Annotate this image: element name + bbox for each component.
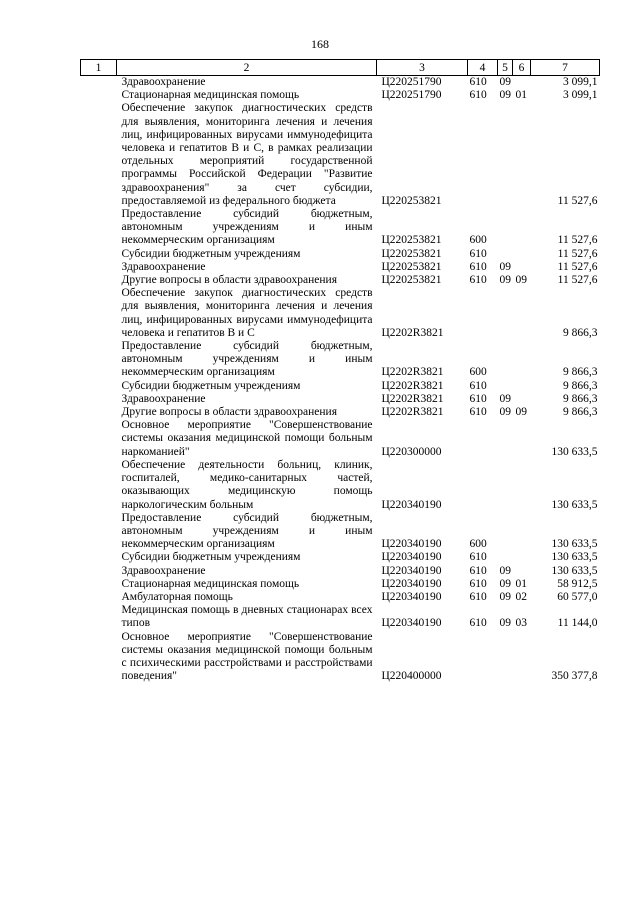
row-amount-cell: 130 633,5	[551, 564, 598, 577]
row-number-cell	[81, 551, 117, 564]
row-amount-cell: 9 866,3	[563, 379, 598, 392]
row-expense-type-cell: 610	[469, 406, 487, 419]
row-amount-cell: 9 866,3	[563, 326, 598, 339]
row-section-cell: 09	[499, 577, 511, 590]
row-code-cell: Ц220340190	[381, 498, 442, 511]
row-subsection-cell	[513, 565, 531, 578]
row-section-cell	[498, 459, 513, 512]
row-expense-type-cell: 610	[469, 89, 487, 102]
row-expense-type-cell: 610	[469, 551, 487, 564]
row-section-cell: 09	[499, 590, 511, 603]
row-number-cell	[81, 248, 117, 261]
row-number-cell	[81, 393, 117, 406]
column-header-6: 6	[513, 60, 531, 76]
row-expense-type-cell: 610	[469, 564, 487, 577]
row-name-cell: Стационарная медицинская помощь	[121, 89, 300, 102]
row-number-cell	[81, 419, 117, 459]
row-name-cell: Здравоохранение	[121, 76, 206, 88]
row-name-cell: Другие вопросы в области здравоохранения	[121, 406, 337, 419]
row-expense-type-cell	[468, 459, 498, 512]
row-amount-cell: 9 866,3	[563, 392, 598, 405]
row-expense-type-cell: 600	[469, 366, 487, 379]
row-section-cell	[498, 248, 513, 261]
table-body	[81, 76, 600, 684]
row-amount-cell: 350 377,8	[551, 670, 598, 683]
row-expense-type-cell: 610	[469, 379, 487, 392]
row-amount-cell: 11 527,6	[557, 247, 598, 260]
row-amount-cell: 11 527,6	[557, 234, 598, 247]
row-name-cell: Субсидии бюджетным учреждениям	[121, 247, 301, 260]
table-row	[81, 102, 600, 208]
row-name-cell: Предоставление субсидий бюджетным, автономным учреждениям и иным некоммерческим организациям	[121, 340, 373, 379]
table-row	[81, 578, 600, 591]
row-number-cell	[81, 380, 117, 393]
row-expense-type-cell: 610	[469, 274, 487, 287]
row-number-cell	[81, 102, 117, 208]
row-code-cell: Ц220340190	[381, 577, 442, 590]
row-code-cell: Ц220253821	[381, 234, 442, 247]
column-header-7: 7	[531, 60, 600, 76]
row-expense-type-cell: 600	[469, 234, 487, 247]
column-header-1: 1	[81, 60, 117, 76]
row-name-cell: Здравоохранение	[121, 392, 206, 405]
row-subsection-cell	[513, 287, 531, 340]
row-section-cell	[498, 340, 513, 380]
row-number-cell	[81, 459, 117, 512]
row-name-cell: Предоставление субсидий бюджетным, автономным учреждениям и иным некоммерческим организациям	[121, 511, 373, 551]
table-row	[81, 406, 600, 419]
table-row	[81, 393, 600, 406]
row-section-cell	[498, 551, 513, 564]
row-number-cell	[81, 578, 117, 591]
row-number-cell	[81, 76, 117, 90]
budget-table	[80, 59, 600, 683]
row-name-cell: Здравоохранение	[121, 260, 206, 273]
row-section-cell: 09	[499, 406, 511, 419]
table-row	[81, 604, 600, 630]
row-section-cell	[498, 631, 513, 684]
row-subsection-cell	[513, 261, 531, 274]
row-number-cell	[81, 604, 117, 630]
row-subsection-cell: 09	[515, 274, 527, 287]
row-subsection-cell	[513, 393, 531, 406]
row-name-cell: Другие вопросы в области здравоохранения	[121, 274, 337, 287]
row-number-cell	[81, 631, 117, 684]
row-amount-cell: 11 527,6	[557, 260, 598, 273]
row-name-cell: Стационарная медицинская помощь	[121, 577, 300, 590]
row-section-cell	[498, 287, 513, 340]
row-amount-cell: 3 099,1	[563, 76, 598, 88]
row-amount-cell: 130 633,5	[551, 498, 598, 511]
row-subsection-cell	[513, 459, 531, 512]
row-section-cell: 09	[499, 89, 511, 102]
row-amount-cell: 58 912,5	[557, 577, 598, 590]
column-header-4: 4	[468, 60, 498, 76]
row-subsection-cell: 01	[515, 89, 527, 102]
row-subsection-cell	[513, 248, 531, 261]
row-section-cell: 09	[499, 260, 511, 273]
row-number-cell	[81, 208, 117, 248]
row-expense-type-cell: 610	[469, 260, 487, 273]
row-number-cell	[81, 274, 117, 287]
row-section-cell	[498, 380, 513, 393]
row-name-cell: Основное мероприятие "Совершенствование системы оказания медицинской помощи больным с психическими расстройствами и расстройствами поведения"	[121, 630, 373, 683]
table-row	[81, 76, 600, 90]
row-code-cell: Ц2202R3821	[381, 392, 444, 405]
row-expense-type-cell	[468, 419, 498, 459]
row-expense-type-cell: 610	[469, 577, 487, 590]
row-code-cell: Ц220340190	[381, 538, 442, 551]
row-code-cell: Ц220340190	[381, 564, 442, 577]
row-code-cell: Ц2202R3821	[381, 326, 444, 339]
table-row	[81, 340, 600, 380]
row-code-cell: Ц2202R3821	[381, 366, 444, 379]
row-name-cell: Медицинская помощь в дневных стационарах всех типов	[121, 604, 373, 630]
row-expense-type-cell	[468, 102, 498, 208]
row-subsection-cell: 09	[515, 406, 527, 419]
row-name-cell: Амбулаторная помощь	[121, 590, 233, 603]
table-row	[81, 274, 600, 287]
row-subsection-cell	[513, 551, 531, 564]
row-code-cell: Ц220340190	[381, 590, 442, 603]
row-amount-cell: 11 144,0	[557, 617, 598, 630]
row-amount-cell: 11 527,6	[557, 194, 598, 207]
row-section-cell: 09	[499, 564, 511, 577]
row-code-cell: Ц220400000	[381, 670, 442, 683]
row-number-cell	[81, 512, 117, 552]
row-subsection-cell	[513, 102, 531, 208]
row-code-cell: Ц220253821	[381, 194, 442, 207]
row-number-cell	[81, 565, 117, 578]
row-amount-cell: 130 633,5	[551, 538, 598, 551]
page-number: 168	[311, 37, 329, 51]
column-header-2: 2	[117, 60, 377, 76]
row-code-cell: Ц220251790	[381, 76, 442, 88]
row-section-cell	[498, 102, 513, 208]
row-name-cell: Обеспечение закупок диагностических средств для выявления, мониторинга лечения и лечения лиц, инфицированных вирусами иммунодефицита человека и гепатитов В и С	[121, 287, 373, 339]
table-row	[81, 459, 600, 512]
row-subsection-cell	[513, 631, 531, 684]
row-subsection-cell	[513, 380, 531, 393]
row-subsection-cell: 02	[515, 590, 527, 603]
row-expense-type-cell: 610	[469, 617, 487, 630]
table-row	[81, 419, 600, 459]
table-row	[81, 591, 600, 604]
row-subsection-cell	[513, 512, 531, 552]
row-amount-cell: 3 099,1	[563, 89, 598, 102]
row-code-cell: Ц220300000	[381, 445, 442, 458]
row-expense-type-cell	[468, 287, 498, 340]
table-row	[81, 380, 600, 393]
row-name-cell: Основное мероприятие "Совершенствование системы оказания медицинской помощи больным наркоманией"	[121, 419, 373, 458]
row-code-cell: Ц220253821	[381, 247, 442, 260]
row-code-cell: Ц2202R3821	[381, 406, 444, 419]
row-subsection-cell: 03	[515, 617, 527, 630]
row-amount-cell: 9 866,3	[563, 406, 598, 419]
row-amount-cell: 60 577,0	[557, 590, 598, 603]
row-subsection-cell	[513, 76, 531, 90]
table-header-row	[81, 60, 600, 76]
row-expense-type-cell: 610	[469, 76, 487, 88]
table-row	[81, 248, 600, 261]
row-name-cell: Субсидии бюджетным учреждениям	[121, 379, 301, 392]
row-section-cell: 09	[499, 617, 511, 630]
row-name-cell: Здравоохранение	[121, 564, 206, 577]
row-number-cell	[81, 89, 117, 102]
row-subsection-cell: 01	[515, 577, 527, 590]
row-section-cell	[498, 208, 513, 248]
row-subsection-cell	[513, 419, 531, 459]
row-number-cell	[81, 287, 117, 340]
row-amount-cell: 11 527,6	[557, 274, 598, 287]
row-name-cell: Обеспечение закупок диагностических средств для выявления, мониторинга лечения и лечения лиц, инфицированных вирусами иммунодефицита человека и гепатитов B и C, в рамках реализации отдельных мероприятий государственной программы Российской Федерации "Развитие здравоохранения" за счет субсидии, предоставляемой из федерального бюджета	[121, 102, 373, 207]
row-number-cell	[81, 591, 117, 604]
table-row	[81, 631, 600, 684]
row-section-cell: 09	[499, 274, 511, 287]
row-section-cell	[498, 419, 513, 459]
table-row	[81, 512, 600, 552]
row-expense-type-cell	[468, 631, 498, 684]
table-row	[81, 287, 600, 340]
row-code-cell: Ц2202R3821	[381, 379, 444, 392]
row-section-cell: 09	[499, 392, 511, 405]
table-row	[81, 551, 600, 564]
row-name-cell: Предоставление субсидий бюджетным, автономным учреждениям и иным некоммерческим организациям	[121, 208, 373, 247]
table-row	[81, 89, 600, 102]
row-expense-type-cell: 610	[469, 392, 487, 405]
column-header-3: 3	[377, 60, 468, 76]
row-name-cell: Обеспечение деятельности больниц, клиник, госпиталей, медико-санитарных частей, оказывающих медицинскую помощь наркологическим больным	[121, 458, 373, 511]
row-expense-type-cell: 610	[469, 590, 487, 603]
row-code-cell: Ц220340190	[381, 617, 442, 630]
row-subsection-cell	[513, 208, 531, 248]
row-amount-cell: 9 866,3	[563, 366, 598, 379]
row-code-cell: Ц220340190	[381, 551, 442, 564]
row-code-cell: Ц220251790	[381, 89, 442, 102]
table-row	[81, 261, 600, 274]
row-number-cell	[81, 261, 117, 274]
row-section-cell	[498, 512, 513, 552]
row-subsection-cell	[513, 340, 531, 380]
row-amount-cell: 130 633,5	[551, 551, 598, 564]
row-name-cell: Субсидии бюджетным учреждениям	[121, 551, 301, 564]
row-expense-type-cell: 610	[469, 247, 487, 260]
row-code-cell: Ц220253821	[381, 274, 442, 287]
table-row	[81, 565, 600, 578]
row-amount-cell: 130 633,5	[551, 445, 598, 458]
row-section-cell: 09	[499, 76, 511, 88]
table-row	[81, 208, 600, 248]
row-number-cell	[81, 340, 117, 380]
row-number-cell	[81, 406, 117, 419]
column-header-5: 5	[498, 60, 513, 76]
row-code-cell: Ц220253821	[381, 260, 442, 273]
row-expense-type-cell: 600	[469, 538, 487, 551]
